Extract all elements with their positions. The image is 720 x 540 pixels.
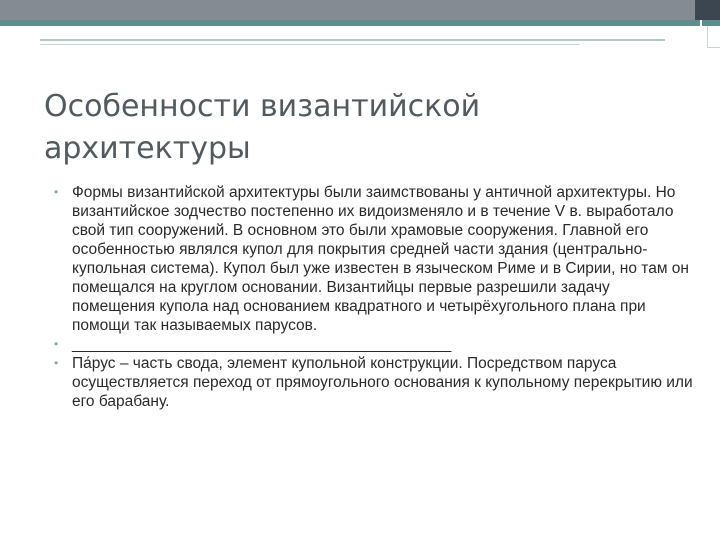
definition-term: Па́рус [72,355,116,372]
definition-text: – часть свода, элемент купольной конструкции. Посредством паруса осуществляется переход от прямоугольного основания к купольному перекрытию или его барабану. [72,355,693,410]
bullet-item-intro [54,183,694,335]
slide-title: Особенности византийской архитектуры [44,89,481,166]
accent-bar-corner [702,20,720,26]
bullet-marker: • [54,337,59,351]
accent-bar [0,20,700,26]
bullet-marker: • [54,185,59,199]
top-decorative-band [0,0,695,20]
corner-frame-horizontal [707,47,720,48]
decorative-rule-secondary [40,44,580,45]
bullet-item-separator [54,335,694,354]
bullet-text: Формы византийской архитектуры были заимствованы у античной архитектуры. Но византийское зодчество постепенно их видоизменяло и в течение V в. выработало свой тип сооружений. В основном это были храмовые сооружения. Главной его особенностью являлся купол для покрытия средней части здания (центрально-купольная система). Купол был уже известен в языческом Риме и в Сирии, но там он помещался на круглом основании. Византийцы первые разрешили задачу помещения купола над основанием квадратного и четырёхугольного плана при помощи так называемых парусов. [72,184,689,334]
corner-frame-vertical [707,26,708,48]
top-corner-block [695,0,720,20]
bullet-marker: • [54,356,59,370]
decorative-rule [40,39,665,41]
bullet-item-definition [54,354,694,411]
slide-body [54,183,694,411]
separator-line-text: ____________________________________________ [72,336,452,353]
